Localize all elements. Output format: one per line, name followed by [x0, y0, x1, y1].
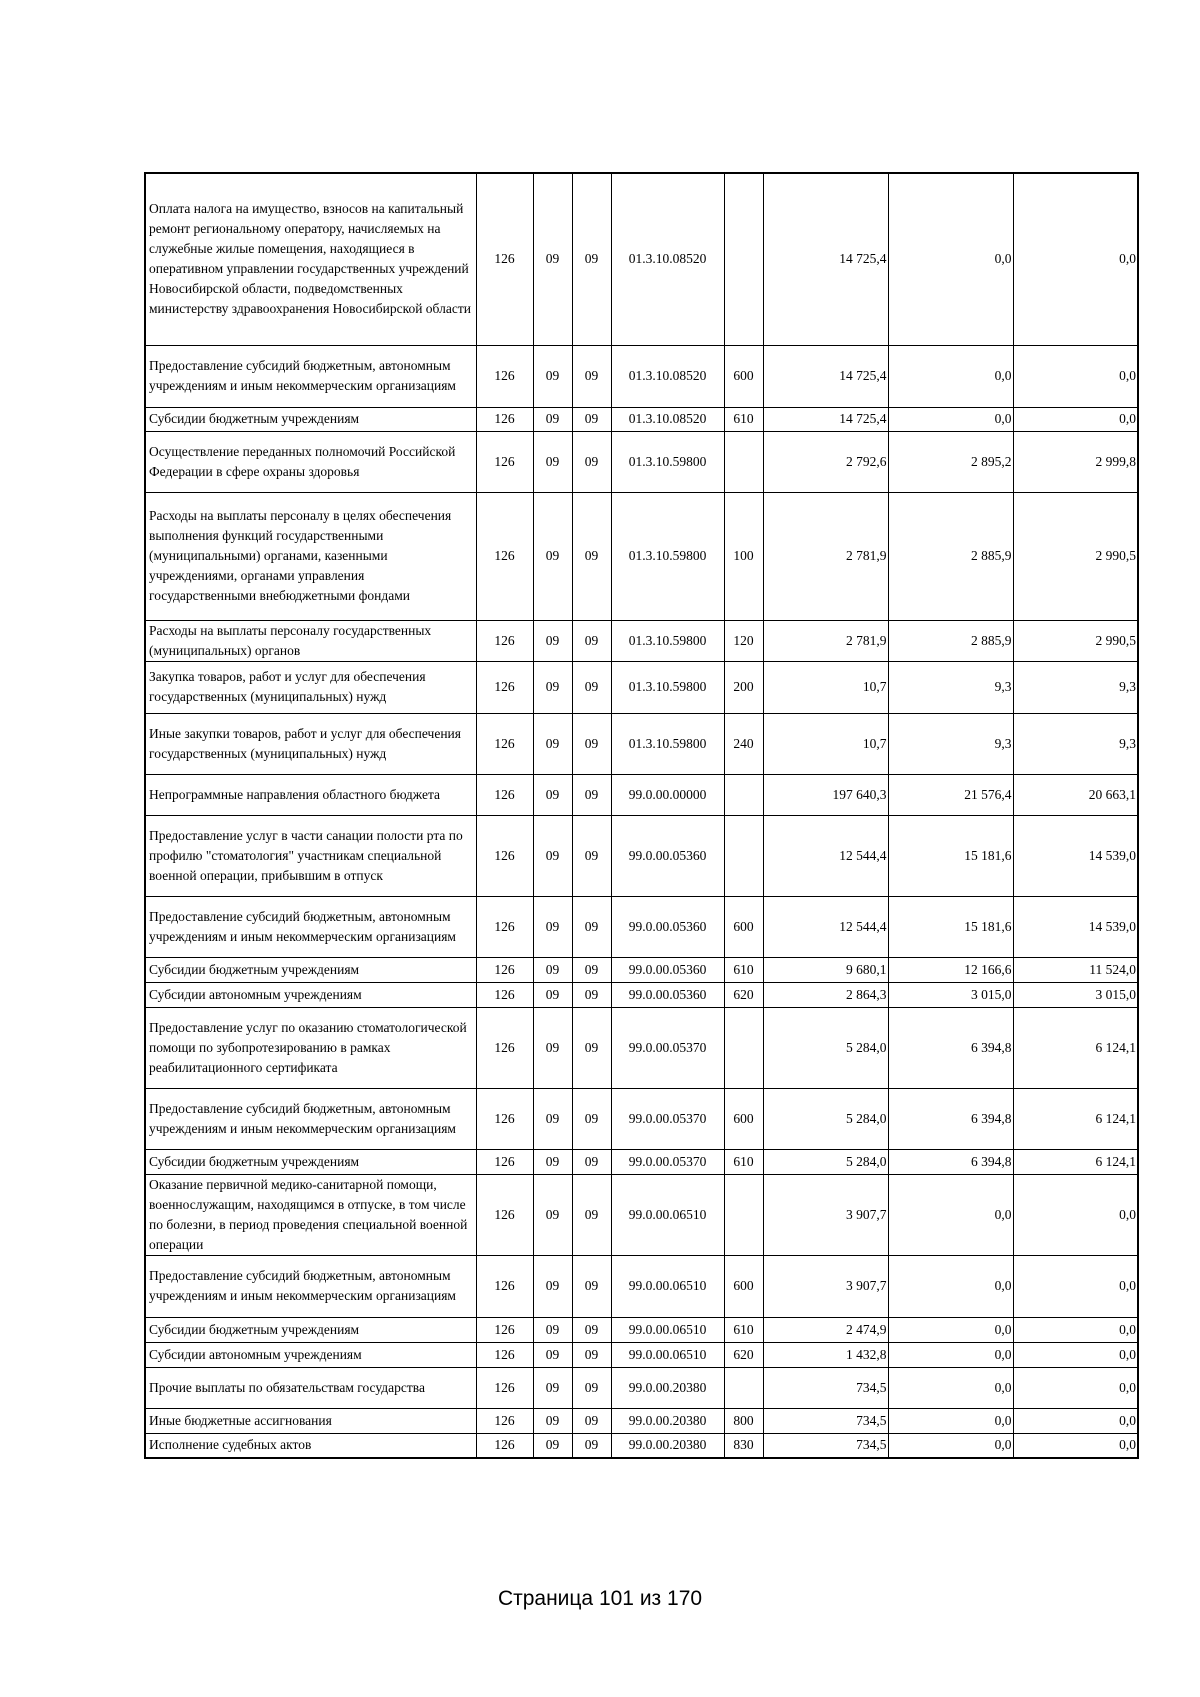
- table-row: [145, 815, 1138, 896]
- section-code-cell: 09: [533, 774, 572, 815]
- target-article-cell: 01.3.10.08520: [611, 407, 724, 431]
- table-row: [145, 1149, 1138, 1174]
- expense-type-cell: 620: [724, 982, 763, 1007]
- amount-year3-cell: 2 999,8: [1013, 431, 1138, 492]
- amount-year1-cell: 2 781,9: [763, 620, 888, 661]
- amount-year1-cell: 5 284,0: [763, 1088, 888, 1149]
- amount-year3-cell: 0,0: [1013, 1342, 1138, 1367]
- section-code-cell: 09: [533, 1255, 572, 1317]
- ved-code-cell: 126: [476, 1342, 533, 1367]
- table-row: [145, 774, 1138, 815]
- amount-year3-cell: 0,0: [1013, 407, 1138, 431]
- target-article-cell: 01.3.10.08520: [611, 173, 724, 345]
- amount-year3-cell: 0,0: [1013, 345, 1138, 407]
- row-name-cell: Субсидии автономным учреждениям: [145, 982, 476, 1007]
- expense-type-cell: [724, 173, 763, 345]
- target-article-cell: 99.0.00.20380: [611, 1367, 724, 1408]
- amount-year3-cell: 9,3: [1013, 713, 1138, 774]
- expense-type-cell: [724, 431, 763, 492]
- expense-type-cell: 610: [724, 1149, 763, 1174]
- table-row: [145, 1408, 1138, 1433]
- ved-code-cell: 126: [476, 896, 533, 957]
- target-article-cell: 99.0.00.20380: [611, 1433, 724, 1458]
- expense-type-cell: 800: [724, 1408, 763, 1433]
- row-name-cell: Иные бюджетные ассигнования: [145, 1408, 476, 1433]
- amount-year1-cell: 3 907,7: [763, 1255, 888, 1317]
- amount-year1-cell: 2 474,9: [763, 1317, 888, 1342]
- amount-year1-cell: 14 725,4: [763, 407, 888, 431]
- subsection-code-cell: 09: [572, 1174, 611, 1255]
- section-code-cell: 09: [533, 713, 572, 774]
- subsection-code-cell: 09: [572, 661, 611, 713]
- expense-type-cell: [724, 815, 763, 896]
- target-article-cell: 99.0.00.06510: [611, 1255, 724, 1317]
- expense-type-cell: [724, 774, 763, 815]
- row-name-cell: Расходы на выплаты персоналу государственных (муниципальных) органов: [145, 620, 476, 661]
- row-name-cell: Расходы на выплаты персоналу в целях обеспечения выполнения функций государственными (муниципальными) органами, казенными учреждениями, органами управления государственными внебюджетными фондами: [145, 492, 476, 620]
- subsection-code-cell: 09: [572, 815, 611, 896]
- amount-year2-cell: 0,0: [888, 1317, 1013, 1342]
- amount-year2-cell: 21 576,4: [888, 774, 1013, 815]
- amount-year1-cell: 14 725,4: [763, 173, 888, 345]
- amount-year2-cell: 3 015,0: [888, 982, 1013, 1007]
- page-number-label: Страница 101 из 170: [497, 1587, 703, 1610]
- ved-code-cell: 126: [476, 345, 533, 407]
- amount-year3-cell: 14 539,0: [1013, 896, 1138, 957]
- ved-code-cell: 126: [476, 1255, 533, 1317]
- amount-year1-cell: 12 544,4: [763, 815, 888, 896]
- amount-year1-cell: 2 781,9: [763, 492, 888, 620]
- amount-year3-cell: 2 990,5: [1013, 620, 1138, 661]
- table-row: [145, 173, 1138, 345]
- table-row: [145, 1255, 1138, 1317]
- section-code-cell: 09: [533, 661, 572, 713]
- budget-table: [144, 172, 1139, 1459]
- target-article-cell: 99.0.00.05360: [611, 957, 724, 982]
- amount-year3-cell: 14 539,0: [1013, 815, 1138, 896]
- section-code-cell: 09: [533, 407, 572, 431]
- subsection-code-cell: 09: [572, 1088, 611, 1149]
- subsection-code-cell: 09: [572, 1255, 611, 1317]
- table-body: [145, 173, 1138, 1458]
- section-code-cell: 09: [533, 431, 572, 492]
- row-name-cell: Исполнение судебных актов: [145, 1433, 476, 1458]
- amount-year3-cell: 2 990,5: [1013, 492, 1138, 620]
- amount-year1-cell: 10,7: [763, 713, 888, 774]
- amount-year2-cell: 6 394,8: [888, 1149, 1013, 1174]
- target-article-cell: 01.3.10.59800: [611, 661, 724, 713]
- row-name-cell: Субсидии автономным учреждениям: [145, 1342, 476, 1367]
- expense-type-cell: 240: [724, 713, 763, 774]
- section-code-cell: 09: [533, 345, 572, 407]
- section-code-cell: 09: [533, 492, 572, 620]
- amount-year1-cell: 734,5: [763, 1367, 888, 1408]
- table-row: [145, 1367, 1138, 1408]
- table-row: [145, 1317, 1138, 1342]
- amount-year1-cell: 3 907,7: [763, 1174, 888, 1255]
- section-code-cell: 09: [533, 620, 572, 661]
- target-article-cell: 99.0.00.05360: [611, 896, 724, 957]
- amount-year2-cell: 15 181,6: [888, 896, 1013, 957]
- section-code-cell: 09: [533, 896, 572, 957]
- ved-code-cell: 126: [476, 957, 533, 982]
- row-name-cell: Прочие выплаты по обязательствам государства: [145, 1367, 476, 1408]
- section-code-cell: 09: [533, 1317, 572, 1342]
- subsection-code-cell: 09: [572, 173, 611, 345]
- ved-code-cell: 126: [476, 982, 533, 1007]
- expense-type-cell: 600: [724, 1088, 763, 1149]
- expense-type-cell: 610: [724, 957, 763, 982]
- amount-year1-cell: 2 792,6: [763, 431, 888, 492]
- expense-type-cell: 830: [724, 1433, 763, 1458]
- subsection-code-cell: 09: [572, 957, 611, 982]
- subsection-code-cell: 09: [572, 620, 611, 661]
- row-name-cell: Субсидии бюджетным учреждениям: [145, 957, 476, 982]
- expense-type-cell: [724, 1007, 763, 1088]
- table-row: [145, 345, 1138, 407]
- target-article-cell: 99.0.00.05360: [611, 815, 724, 896]
- amount-year2-cell: 2 885,9: [888, 492, 1013, 620]
- table-row: [145, 407, 1138, 431]
- row-name-cell: Оказание первичной медико-санитарной помощи, военнослужащим, находящимся в отпуске, в том числе по болезни, в период проведения специальной военной операции: [145, 1174, 476, 1255]
- target-article-cell: 99.0.00.00000: [611, 774, 724, 815]
- amount-year2-cell: 9,3: [888, 713, 1013, 774]
- table-row: [145, 957, 1138, 982]
- page-footer: [0, 1587, 1200, 1611]
- subsection-code-cell: 09: [572, 431, 611, 492]
- row-name-cell: Закупка товаров, работ и услуг для обеспечения государственных (муниципальных) нужд: [145, 661, 476, 713]
- target-article-cell: 99.0.00.20380: [611, 1408, 724, 1433]
- table-row: [145, 620, 1138, 661]
- expense-type-cell: 120: [724, 620, 763, 661]
- ved-code-cell: 126: [476, 1367, 533, 1408]
- amount-year3-cell: 6 124,1: [1013, 1088, 1138, 1149]
- ved-code-cell: 126: [476, 492, 533, 620]
- ved-code-cell: 126: [476, 815, 533, 896]
- ved-code-cell: 126: [476, 713, 533, 774]
- amount-year1-cell: 5 284,0: [763, 1149, 888, 1174]
- subsection-code-cell: 09: [572, 1317, 611, 1342]
- amount-year2-cell: 0,0: [888, 1408, 1013, 1433]
- section-code-cell: 09: [533, 957, 572, 982]
- subsection-code-cell: 09: [572, 345, 611, 407]
- row-name-cell: Непрограммные направления областного бюджета: [145, 774, 476, 815]
- amount-year2-cell: 0,0: [888, 173, 1013, 345]
- target-article-cell: 99.0.00.05370: [611, 1149, 724, 1174]
- expense-type-cell: 620: [724, 1342, 763, 1367]
- target-article-cell: 01.3.10.08520: [611, 345, 724, 407]
- amount-year3-cell: 0,0: [1013, 1317, 1138, 1342]
- subsection-code-cell: 09: [572, 1367, 611, 1408]
- subsection-code-cell: 09: [572, 982, 611, 1007]
- table-row: [145, 713, 1138, 774]
- row-name-cell: Субсидии бюджетным учреждениям: [145, 407, 476, 431]
- target-article-cell: 99.0.00.05360: [611, 982, 724, 1007]
- amount-year1-cell: 10,7: [763, 661, 888, 713]
- amount-year1-cell: 1 432,8: [763, 1342, 888, 1367]
- ved-code-cell: 126: [476, 1007, 533, 1088]
- expense-type-cell: 600: [724, 896, 763, 957]
- amount-year2-cell: 0,0: [888, 345, 1013, 407]
- row-name-cell: Предоставление услуг по оказанию стоматологической помощи по зубопротезированию в рамках реабилитационного сертификата: [145, 1007, 476, 1088]
- ved-code-cell: 126: [476, 1433, 533, 1458]
- ved-code-cell: 126: [476, 620, 533, 661]
- amount-year2-cell: 0,0: [888, 407, 1013, 431]
- row-name-cell: Осуществление переданных полномочий Российской Федерации в сфере охраны здоровья: [145, 431, 476, 492]
- amount-year2-cell: 2 885,9: [888, 620, 1013, 661]
- target-article-cell: 01.3.10.59800: [611, 492, 724, 620]
- amount-year3-cell: 3 015,0: [1013, 982, 1138, 1007]
- table-row: [145, 1007, 1138, 1088]
- amount-year3-cell: 0,0: [1013, 173, 1138, 345]
- section-code-cell: 09: [533, 1149, 572, 1174]
- section-code-cell: 09: [533, 1174, 572, 1255]
- amount-year2-cell: 2 895,2: [888, 431, 1013, 492]
- amount-year3-cell: 0,0: [1013, 1367, 1138, 1408]
- amount-year2-cell: 12 166,6: [888, 957, 1013, 982]
- ved-code-cell: 126: [476, 774, 533, 815]
- amount-year1-cell: 9 680,1: [763, 957, 888, 982]
- row-name-cell: Иные закупки товаров, работ и услуг для обеспечения государственных (муниципальных) нужд: [145, 713, 476, 774]
- row-name-cell: Предоставление субсидий бюджетным, автономным учреждениям и иным некоммерческим организациям: [145, 1088, 476, 1149]
- amount-year1-cell: 2 864,3: [763, 982, 888, 1007]
- amount-year1-cell: 197 640,3: [763, 774, 888, 815]
- amount-year2-cell: 0,0: [888, 1367, 1013, 1408]
- amount-year2-cell: 6 394,8: [888, 1007, 1013, 1088]
- section-code-cell: 09: [533, 173, 572, 345]
- amount-year2-cell: 0,0: [888, 1174, 1013, 1255]
- amount-year3-cell: 0,0: [1013, 1408, 1138, 1433]
- target-article-cell: 01.3.10.59800: [611, 713, 724, 774]
- target-article-cell: 01.3.10.59800: [611, 620, 724, 661]
- amount-year3-cell: 9,3: [1013, 661, 1138, 713]
- table-row: [145, 1088, 1138, 1149]
- ved-code-cell: 126: [476, 1174, 533, 1255]
- target-article-cell: 99.0.00.05370: [611, 1088, 724, 1149]
- amount-year2-cell: 0,0: [888, 1433, 1013, 1458]
- row-name-cell: Субсидии бюджетным учреждениям: [145, 1317, 476, 1342]
- expense-type-cell: 610: [724, 407, 763, 431]
- subsection-code-cell: 09: [572, 492, 611, 620]
- amount-year3-cell: 0,0: [1013, 1255, 1138, 1317]
- subsection-code-cell: 09: [572, 774, 611, 815]
- table-row: [145, 982, 1138, 1007]
- subsection-code-cell: 09: [572, 713, 611, 774]
- section-code-cell: 09: [533, 1433, 572, 1458]
- ved-code-cell: 126: [476, 1317, 533, 1342]
- amount-year1-cell: 5 284,0: [763, 1007, 888, 1088]
- subsection-code-cell: 09: [572, 1149, 611, 1174]
- subsection-code-cell: 09: [572, 1433, 611, 1458]
- amount-year3-cell: 6 124,1: [1013, 1007, 1138, 1088]
- expense-type-cell: [724, 1174, 763, 1255]
- ved-code-cell: 126: [476, 661, 533, 713]
- amount-year2-cell: 9,3: [888, 661, 1013, 713]
- expense-type-cell: 600: [724, 345, 763, 407]
- target-article-cell: 99.0.00.06510: [611, 1317, 724, 1342]
- expense-type-cell: 610: [724, 1317, 763, 1342]
- amount-year3-cell: 0,0: [1013, 1174, 1138, 1255]
- subsection-code-cell: 09: [572, 1408, 611, 1433]
- amount-year1-cell: 12 544,4: [763, 896, 888, 957]
- amount-year2-cell: 0,0: [888, 1342, 1013, 1367]
- subsection-code-cell: 09: [572, 407, 611, 431]
- row-name-cell: Предоставление услуг в части санации полости рта по профилю "стоматология" участникам специальной военной операции, прибывшим в отпуск: [145, 815, 476, 896]
- row-name-cell: Предоставление субсидий бюджетным, автономным учреждениям и иным некоммерческим организациям: [145, 896, 476, 957]
- section-code-cell: 09: [533, 1408, 572, 1433]
- ved-code-cell: 126: [476, 1408, 533, 1433]
- amount-year3-cell: 0,0: [1013, 1433, 1138, 1458]
- table-row: [145, 1342, 1138, 1367]
- target-article-cell: 99.0.00.06510: [611, 1174, 724, 1255]
- subsection-code-cell: 09: [572, 896, 611, 957]
- ved-code-cell: 126: [476, 407, 533, 431]
- amount-year2-cell: 15 181,6: [888, 815, 1013, 896]
- section-code-cell: 09: [533, 1088, 572, 1149]
- table-row: [145, 431, 1138, 492]
- amount-year2-cell: 0,0: [888, 1255, 1013, 1317]
- subsection-code-cell: 09: [572, 1342, 611, 1367]
- ved-code-cell: 126: [476, 173, 533, 345]
- table-row: [145, 1433, 1138, 1458]
- ved-code-cell: 126: [476, 431, 533, 492]
- table-row: [145, 661, 1138, 713]
- table-row: [145, 1174, 1138, 1255]
- section-code-cell: 09: [533, 1007, 572, 1088]
- expense-type-cell: 600: [724, 1255, 763, 1317]
- section-code-cell: 09: [533, 815, 572, 896]
- subsection-code-cell: 09: [572, 1007, 611, 1088]
- table-row: [145, 896, 1138, 957]
- amount-year2-cell: 6 394,8: [888, 1088, 1013, 1149]
- row-name-cell: Оплата налога на имущество, взносов на капитальный ремонт региональному оператору, начисляемых на служебные жилые помещения, находящиеся в оперативном управлении государственных учреждений Новосибирской области, подведомственных министерству здравоохранения Новосибирской области: [145, 173, 476, 345]
- table-row: [145, 492, 1138, 620]
- amount-year3-cell: 11 524,0: [1013, 957, 1138, 982]
- expense-type-cell: 200: [724, 661, 763, 713]
- row-name-cell: Субсидии бюджетным учреждениям: [145, 1149, 476, 1174]
- expense-type-cell: 100: [724, 492, 763, 620]
- section-code-cell: 09: [533, 1367, 572, 1408]
- amount-year1-cell: 14 725,4: [763, 345, 888, 407]
- amount-year3-cell: 20 663,1: [1013, 774, 1138, 815]
- expense-type-cell: [724, 1367, 763, 1408]
- amount-year1-cell: 734,5: [763, 1433, 888, 1458]
- section-code-cell: 09: [533, 982, 572, 1007]
- target-article-cell: 99.0.00.06510: [611, 1342, 724, 1367]
- amount-year1-cell: 734,5: [763, 1408, 888, 1433]
- ved-code-cell: 126: [476, 1149, 533, 1174]
- ved-code-cell: 126: [476, 1088, 533, 1149]
- row-name-cell: Предоставление субсидий бюджетным, автономным учреждениям и иным некоммерческим организациям: [145, 345, 476, 407]
- section-code-cell: 09: [533, 1342, 572, 1367]
- row-name-cell: Предоставление субсидий бюджетным, автономным учреждениям и иным некоммерческим организациям: [145, 1255, 476, 1317]
- amount-year3-cell: 6 124,1: [1013, 1149, 1138, 1174]
- target-article-cell: 01.3.10.59800: [611, 431, 724, 492]
- target-article-cell: 99.0.00.05370: [611, 1007, 724, 1088]
